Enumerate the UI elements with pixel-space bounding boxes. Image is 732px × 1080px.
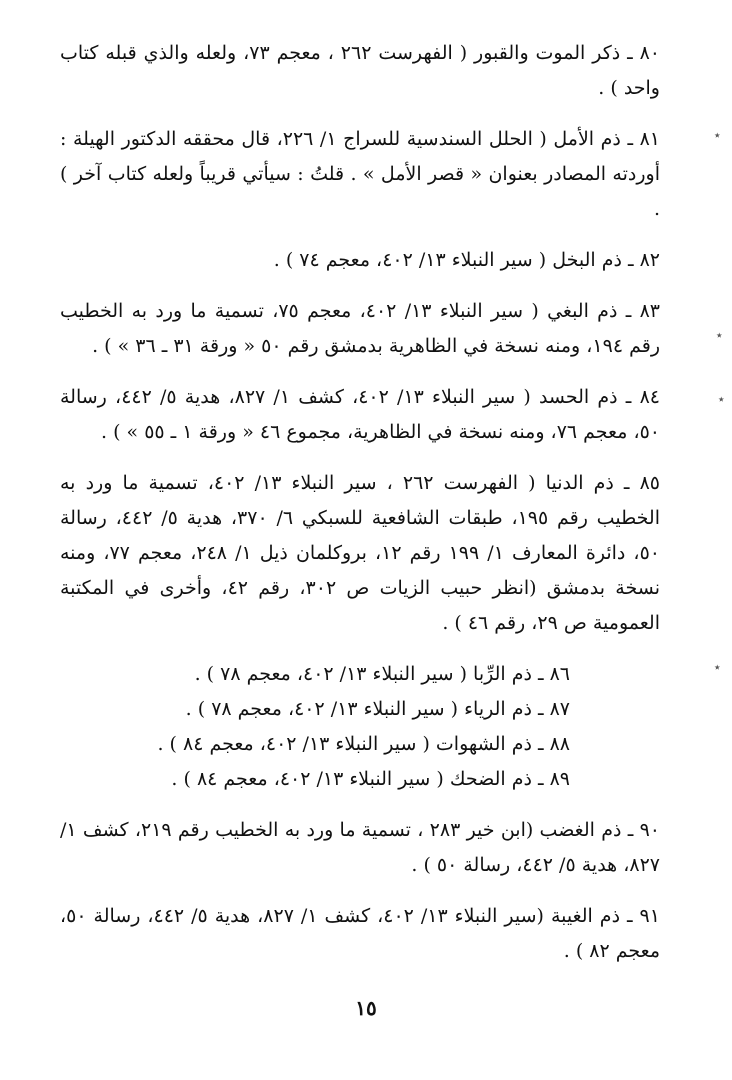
margin-mark: ٭ <box>714 128 721 142</box>
entry-83: ٨٣ ـ ذم البغي ( سير النبلاء ١٣/ ٤٠٢، معجم ٧٥، تسمية ما ورد به الخطيب رقم ١٩٤، ومنه نسخة في الظاهرية بدمشق رقم ٥٠ « ورقة ٣١ ـ ٣٦ » ) . <box>60 300 660 357</box>
entry-90: ٩٠ ـ ذم الغضب (ابن خير ٢٨٣ ، تسمية ما ورد به الخطيب رقم ٢١٩، كشف ١/ ٨٢٧، هدية ٥/ ٤٤٢، رسالة ٥٠ ) . <box>60 819 660 876</box>
entry-89: ٨٩ ـ ذم الضحك ( سير النبلاء ١٣/ ٤٠٢، معجم ٨٤ ) . <box>171 768 570 790</box>
entry-81: ٨١ ـ ذم الأمل ( الحلل السندسية للسراج ١/ ٢٢٦، قال محققه الدكتور الهيلة : أوردته المصادر بعنوان « قصر الأمل » . قلتُ : سيأتي قريباً ولعله كتاب آخر ) . <box>60 128 660 220</box>
entry-87: ٨٧ ـ ذم الرياء ( سير النبلاء ١٣/ ٤٠٢، معجم ٧٨ ) . <box>185 698 570 720</box>
entry-80: ٨٠ ـ ذكر الموت والقبور ( الفهرست ٢٦٢ ، معجم ٧٣، ولعله والذي قبله كتاب واحد ) . <box>60 42 661 99</box>
margin-mark: ٭ <box>716 328 723 342</box>
entry-84: ٨٤ ـ ذم الحسد ( سير النبلاء ١٣/ ٤٠٢، كشف ١/ ٨٢٧، هدية ٥/ ٤٤٢، رسالة ٥٠، معجم ٧٦، ومنه نسخة في الظاهرية، مجموع ٤٦ « ورقة ١ ـ ٥٥ » ) . <box>60 386 660 443</box>
page-number: ١٥ <box>355 996 377 1020</box>
entry-85: ٨٥ ـ ذم الدنيا ( الفهرست ٢٦٢ ، سير النبلاء ١٣/ ٤٠٢، تسمية ما ورد به الخطيب رقم ١٩٥، طبقات الشافعية للسبكي ٦/ ٣٧٠، هدية ٥/ ٤٤٢، رسالة ٥٠، دائرة المعارف ١/ ١٩٩ رقم ١٢، بروكلمان ذيل ١/ ٢٤٨، معجم ٧٧، ومنه نسخة بدمشق (انظر حبيب الزيات ص ٣٠٢، رقم ٤٢، وأخرى في المكتبة العمومية ص ٢٩، رقم ٤٦ ) . <box>60 472 661 634</box>
entry-82: ٨٢ ـ ذم البخل ( سير النبلاء ١٣/ ٤٠٢، معجم ٧٤ ) . <box>273 249 660 271</box>
entry-91: ٩١ ـ ذم الغيبة (سير النبلاء ١٣/ ٤٠٢، كشف ١/ ٨٢٧، هدية ٥/ ٤٤٢، رسالة ٥٠، معجم ٨٢ ) . <box>60 905 660 962</box>
document-page <box>60 36 660 1046</box>
margin-mark: ٭ <box>714 660 721 674</box>
entry-86: ٨٦ ـ ذم الرِّبا ( سير النبلاء ١٣/ ٤٠٢، معجم ٧٨ ) . <box>194 663 570 685</box>
margin-mark: ٭ <box>718 392 725 406</box>
entry-88: ٨٨ ـ ذم الشهوات ( سير النبلاء ١٣/ ٤٠٢، معجم ٨٤ ) . <box>157 733 570 755</box>
